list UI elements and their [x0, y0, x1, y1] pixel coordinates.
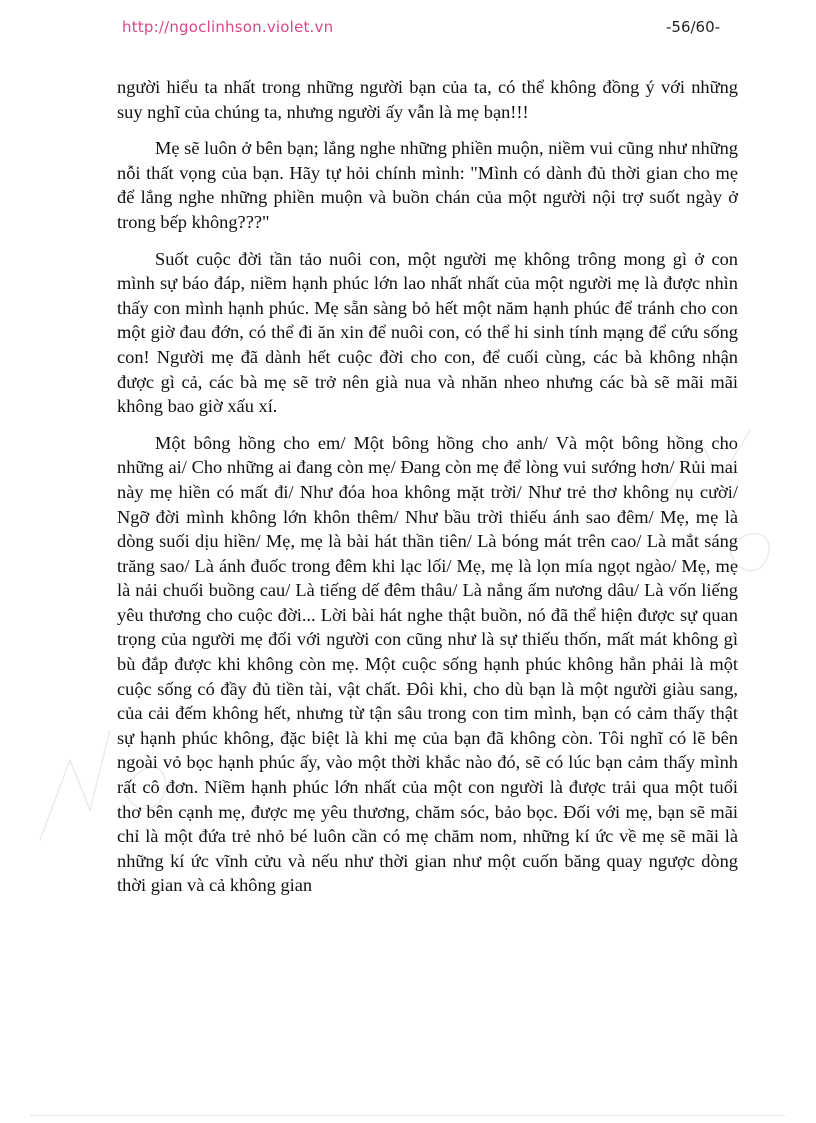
paragraph-3: Suốt cuộc đời tần tảo nuôi con, một người mẹ không trông mong gì ở con mình sự báo đáp, niềm hạnh phúc lớn lao nhất nhất của một người mẹ là được nhìn thấy con mình hạnh phúc. Mẹ sẵn sàng bỏ hết một năm hạnh phúc để tránh cho con một giờ đau đớn, có thể đi ăn xin để nuôi con, có thể hi sinh tính mạng để cứu sống con! Người mẹ đã dành hết cuộc đời cho con, để cuối cùng, các bà không nhận được gì cả, các bà mẹ sẽ trở nên già nua và nhăn nheo nhưng các bà sẽ mãi mãi không bao giờ xấu xí.: [117, 248, 738, 417]
document-body: [117, 75, 738, 898]
header-url-link[interactable]: http://ngoclinhson.violet.vn: [122, 18, 334, 36]
paragraph-1: người hiểu ta nhất trong những người bạn của ta, có thể không đồng ý với những suy nghĩ của chúng ta, nhưng người ấy vẫn là mẹ bạn!!!: [117, 77, 738, 122]
page-number: -56/60-: [666, 18, 721, 36]
paragraph-2: Mẹ sẽ luôn ở bên bạn; lắng nghe những phiền muộn, niềm vui cũng như những nỗi thất vọng của bạn. Hãy tự hỏi chính mình: "Mình có dành đủ thời gian cho mẹ để lắng nghe những phiền muộn và buồn chán của một người nội trợ suốt ngày ở trong bếp không???": [117, 138, 738, 232]
page-bottom-divider: [30, 1115, 786, 1116]
paragraph-4: Một bông hồng cho em/ Một bông hồng cho anh/ Và một bông hồng cho những ai/ Cho những ai đang còn mẹ/ Đang còn mẹ để lòng vui sướng hơn/ Rủi mai này mẹ hiền có mất đi/ Như đóa hoa không mặt trời/ Như trẻ thơ không nụ cười/ Ngỡ đời mình không lớn khôn thêm/ Như bầu trời thiếu ánh sao đêm/ Mẹ, mẹ là dòng suối dịu hiền/ Mẹ, mẹ là bài hát thần tiên/ Là bóng mát trên cao/ Là mắt sáng trăng sao/ Là ánh đuốc trong đêm khi lạc lối/ Mẹ, mẹ là lọn mía ngọt ngào/ Mẹ, mẹ là nải chuối buồng cau/ Là tiếng dế đêm thâu/ Là nắng ấm nương dâu/ Là vốn liếng yêu thương cho cuộc đời... Lời bài hát nghe thật buồn, nó đã thể hiện được sự quan trọng của người mẹ đối với người con cũng như là sự thiếu thốn, mất mát không gì bù đắp được khi không còn mẹ. Một cuộc sống hạnh phúc không hẳn phải là một cuộc sống có đầy đủ tiền tài, vật chất. Đôi khi, cho dù bạn là một người giàu sang, của cải đếm không hết, nhưng từ tận sâu trong con tim mình, bạn có cảm thấy thật sự hạnh phúc không, đặc biệt là khi mẹ của bạn đã không còn. Tôi nghĩ có lẽ bên ngoài vỏ bọc hạnh phúc ấy, vào một thời khắc nào đó, sẽ có lúc bạn cảm thấy mình rất cô đơn. Niềm hạnh phúc lớn nhất của một con người là được trải qua một tuổi thơ bên cạnh mẹ, được mẹ yêu thương, chăm sóc, bảo bọc. Đối với mẹ, bạn sẽ mãi chỉ là một đứa trẻ nhỏ bé luôn cần có mẹ chăm nom, những kí ức về mẹ sẽ mãi là những kí ức vĩnh cửu và nếu như thời gian như một cuốn băng quay ngược dòng thời gian và cả không gian: [117, 432, 738, 896]
